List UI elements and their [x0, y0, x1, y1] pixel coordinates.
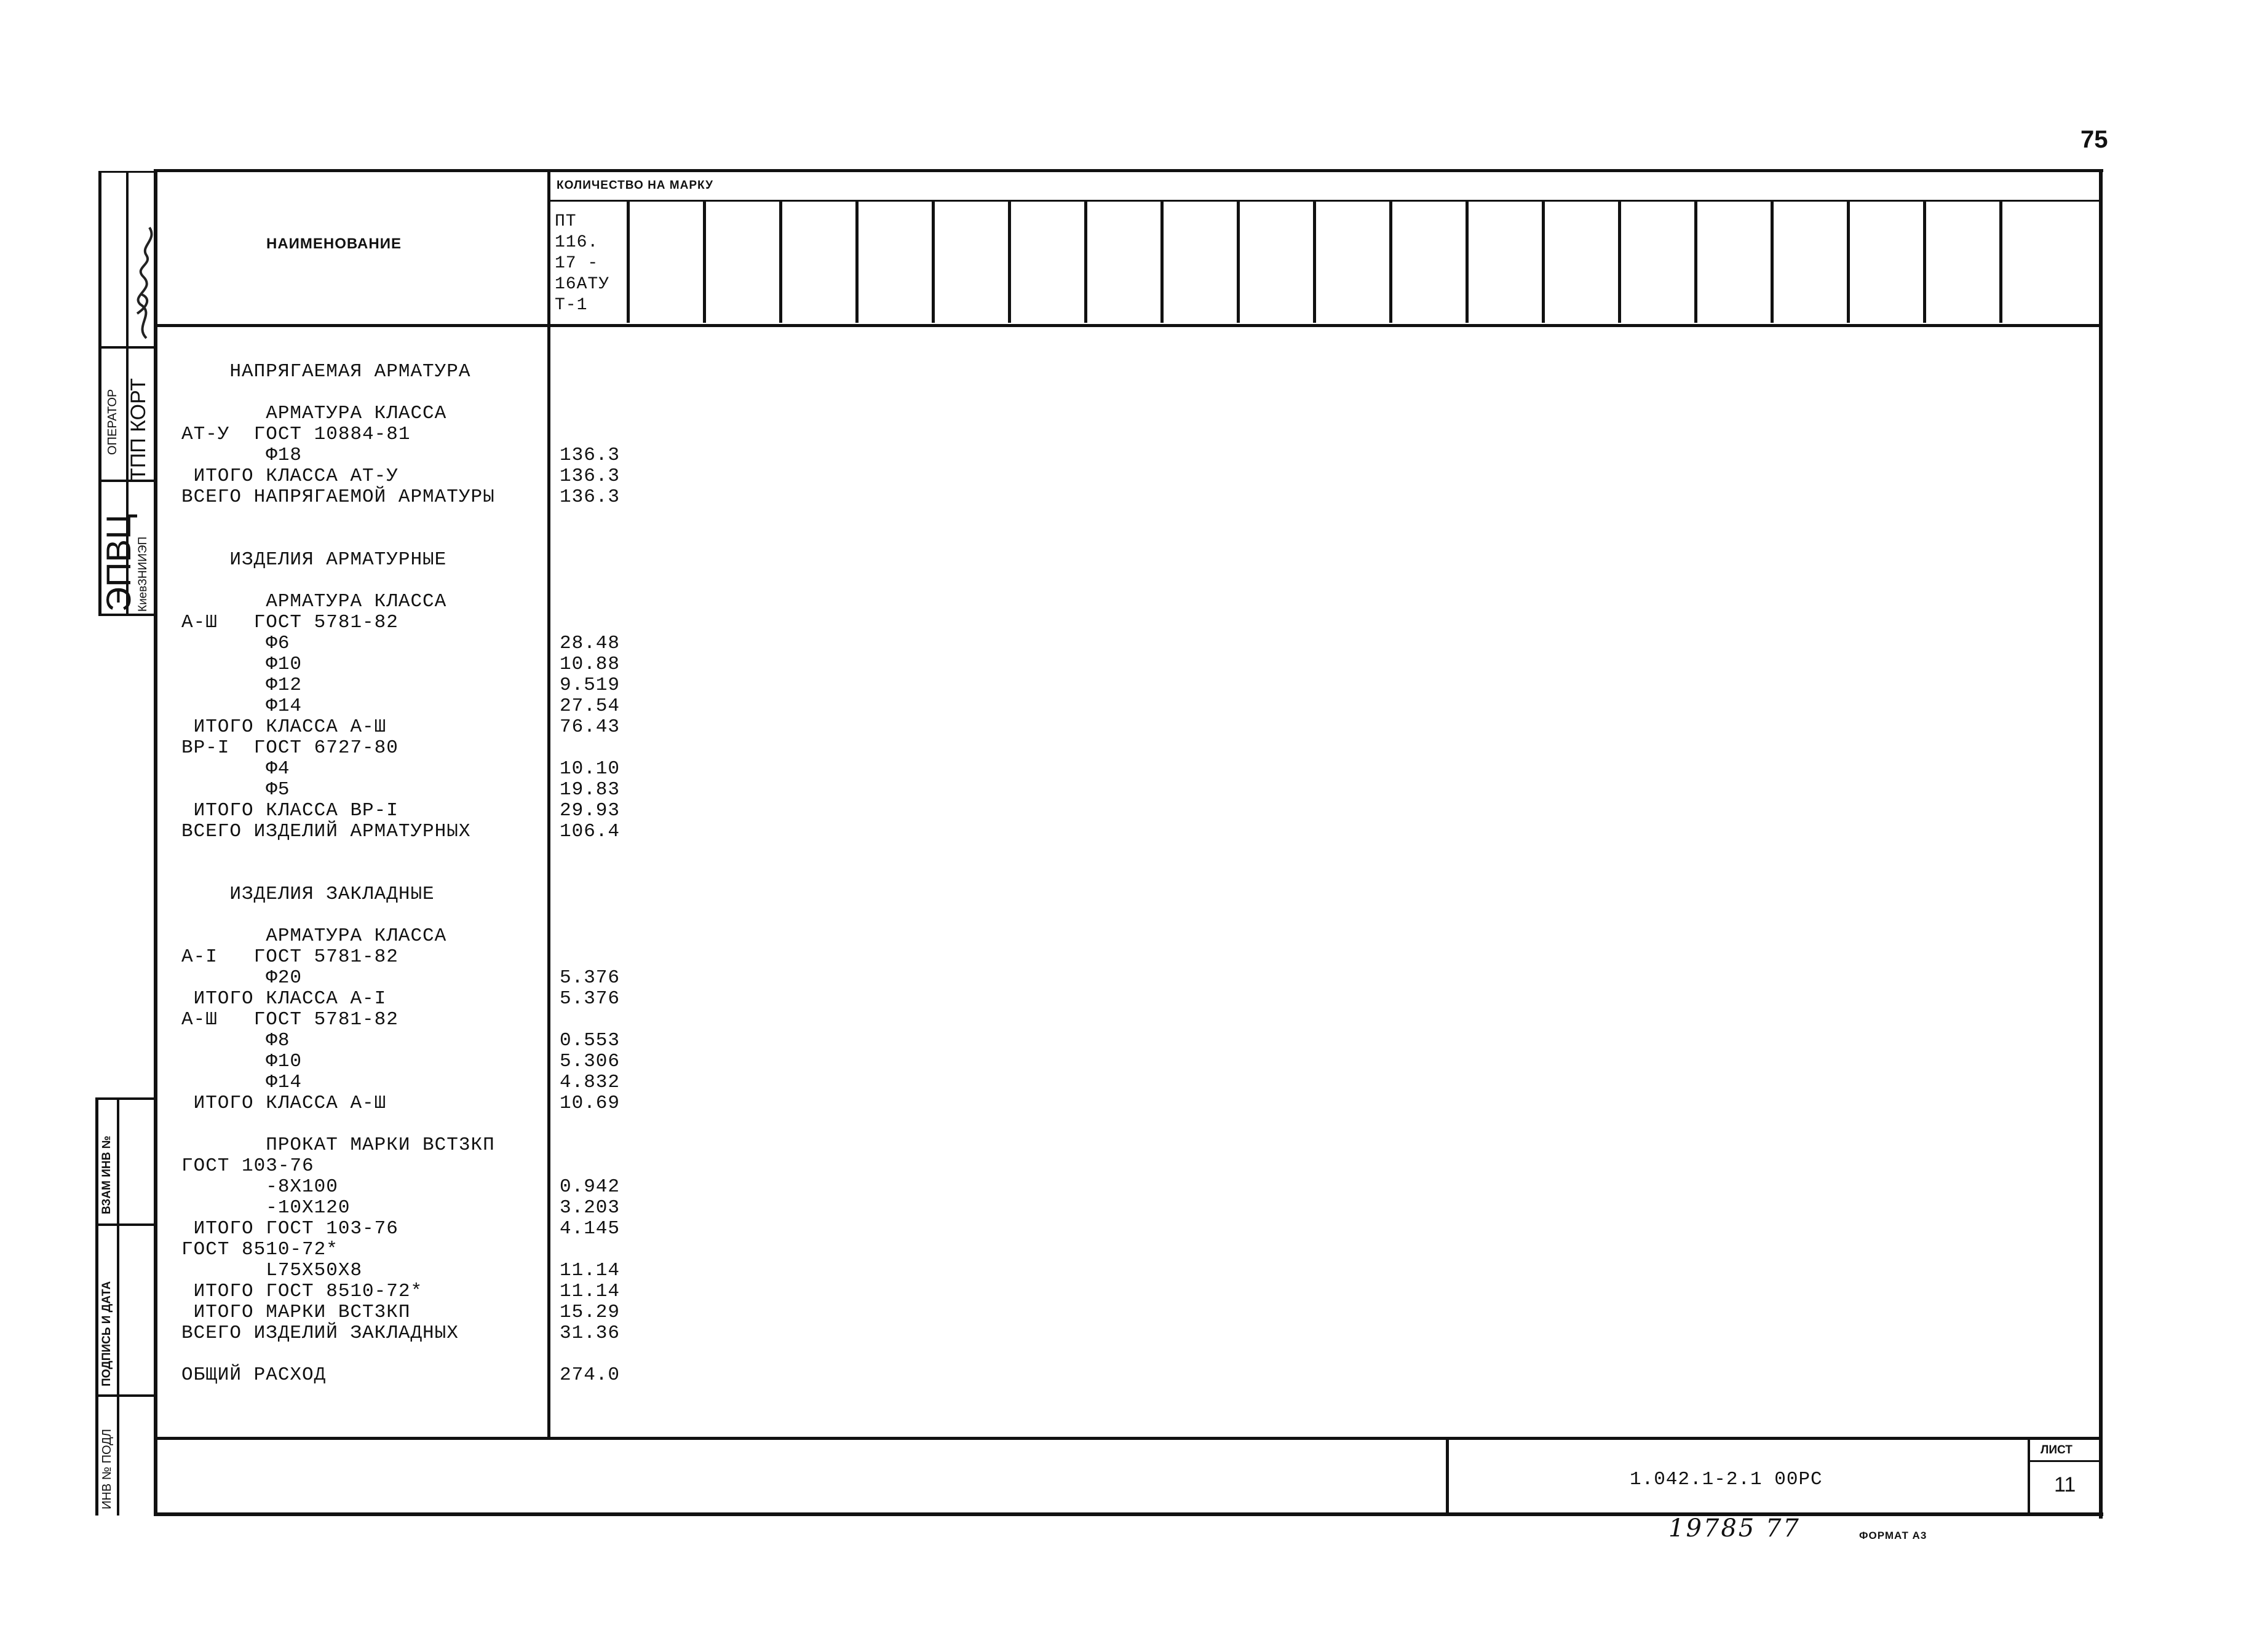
- row-name: ВСЕГО ИЗДЕЛИЙ ЗАКЛАДНЫХ: [181, 1322, 459, 1344]
- frame-top: [155, 169, 2103, 172]
- row-value: 29.93: [560, 800, 621, 821]
- frame-left: [154, 169, 157, 1516]
- sheet-box-left: [2028, 1437, 2030, 1515]
- row-name: ИТОГО ГОСТ 8510-72*: [181, 1281, 423, 1302]
- row-name: -8Х100: [181, 1176, 338, 1198]
- row-value: 4.832: [560, 1072, 621, 1093]
- mark-code: [555, 211, 609, 316]
- row-value: 274.0: [560, 1364, 621, 1386]
- name-column-header: НАИМЕНОВАНИЕ: [266, 235, 402, 252]
- mark-col-divider: [1694, 201, 1697, 323]
- row-name: ИТОГО ГОСТ 103-76: [181, 1218, 399, 1239]
- row-value: 4.145: [560, 1218, 621, 1239]
- row-name: -10Х120: [181, 1197, 351, 1219]
- mark-col-divider: [1389, 201, 1392, 323]
- row-value: 5.376: [560, 988, 621, 1010]
- mark-col-divider: [1313, 201, 1316, 323]
- row-name: ПРОКАТ МАРКИ ВСТ3КП: [181, 1134, 495, 1156]
- row-value: 19.83: [560, 779, 621, 800]
- row-name: Ф10: [181, 654, 303, 675]
- mark-code-line: Т-1: [555, 296, 588, 315]
- row-value: 11.14: [560, 1260, 621, 1281]
- row-name: Ф14: [181, 695, 303, 717]
- stamp-vzam-inv: ВЗАМ ИНВ №: [100, 1136, 113, 1214]
- row-value: 5.376: [560, 967, 621, 989]
- row-name: Ф14: [181, 1072, 303, 1093]
- row-name: А-I ГОСТ 5781-82: [181, 946, 399, 968]
- row-name: Ф18: [181, 445, 303, 466]
- row-name: ИЗДЕЛИЯ ЗАКЛАДНЫЕ: [181, 883, 435, 905]
- mark-code-line: ПТ: [555, 212, 577, 231]
- document-code: 1.042.1-2.1 00РС: [1630, 1469, 1823, 1490]
- row-name: ИЗДЕЛИЯ АРМАТУРНЫЕ: [181, 549, 447, 571]
- row-name: А-Ш ГОСТ 5781-82: [181, 612, 399, 633]
- sheet-number: 11: [2054, 1473, 2076, 1496]
- mark-col-divider: [1923, 201, 1926, 323]
- mark-col-divider: [627, 201, 630, 323]
- stamp2-sep-1: [95, 1223, 157, 1226]
- stamp-org-sub: КиевЗНИИЭП: [137, 536, 149, 612]
- row-name: АРМАТУРА КЛАССА: [181, 403, 447, 424]
- row-value: 9.519: [560, 674, 621, 696]
- row-name: Ф12: [181, 674, 303, 696]
- row-name: НАПРЯГАЕМАЯ АРМАТУРА: [181, 361, 471, 382]
- row-value: 15.29: [560, 1302, 621, 1323]
- mark-col-divider: [855, 201, 859, 323]
- stamp-top: [98, 171, 157, 173]
- mark-col-divider: [1999, 201, 2002, 323]
- row-value: 31.36: [560, 1322, 621, 1344]
- row-name: АРМАТУРА КЛАССА: [181, 591, 447, 612]
- mark-col-divider: [703, 201, 706, 323]
- page-number: 75: [2081, 126, 2108, 153]
- frame-right: [2099, 169, 2103, 1519]
- row-value: 0.942: [560, 1176, 621, 1198]
- row-name: Ф8: [181, 1030, 290, 1051]
- mark-col-divider: [1466, 201, 1469, 323]
- stamp-podpis-data: ПОДПИСЬ И ДАТА: [100, 1281, 113, 1386]
- row-value: 10.10: [560, 758, 621, 780]
- stamp-tpp: ТПП КОРТ: [127, 378, 150, 481]
- mark-col-divider: [1847, 201, 1850, 323]
- row-value: 136.3: [560, 465, 621, 487]
- title-block-divider: [1446, 1437, 1449, 1515]
- row-value: 10.88: [560, 654, 621, 675]
- mark-col-divider: [1618, 201, 1621, 323]
- row-value: 3.203: [560, 1197, 621, 1219]
- row-name: А-Ш ГОСТ 5781-82: [181, 1009, 399, 1030]
- mark-col-divider: [932, 201, 935, 323]
- frame-bottom: [155, 1512, 2103, 1516]
- title-block-top-rule: [155, 1437, 2102, 1440]
- mark-col-divider: [1160, 201, 1164, 323]
- stamp2-top: [95, 1097, 157, 1100]
- row-name: ИТОГО КЛАССА АТ-У: [181, 465, 399, 487]
- row-name: Ф5: [181, 779, 290, 800]
- format-label: ФОРМАТ А3: [1859, 1530, 1927, 1541]
- name-column-divider: [547, 169, 550, 1440]
- row-name: Ф6: [181, 633, 290, 654]
- row-value: 11.14: [560, 1281, 621, 1302]
- row-value: 5.306: [560, 1051, 621, 1072]
- stamp-org: ЭПВЦ: [99, 513, 138, 612]
- row-name: Ф20: [181, 967, 303, 989]
- mark-code-line: 116.: [555, 233, 599, 252]
- row-name: ИТОГО МАРКИ ВСТ3КП: [181, 1302, 411, 1323]
- row-value: 0.553: [560, 1030, 621, 1051]
- row-name: ИТОГО КЛАССА А-I: [181, 988, 387, 1010]
- header-bottom-rule: [155, 324, 2102, 327]
- row-name: ВСЕГО НАПРЯГАЕМОЙ АРМАТУРЫ: [181, 486, 495, 508]
- row-name: L75Х50Х8: [181, 1260, 363, 1281]
- mark-col-divider: [779, 201, 782, 323]
- row-name: Ф10: [181, 1051, 303, 1072]
- stamp-sep-1: [98, 346, 157, 349]
- signature-scribble: [128, 221, 165, 344]
- row-name: ГОСТ 103-76: [181, 1155, 314, 1177]
- stamp-inv-podl: ИНВ № ПОДЛ: [100, 1429, 114, 1509]
- inventory-handwritten: 19785 77: [1668, 1514, 1801, 1543]
- row-value: 10.69: [560, 1093, 621, 1114]
- row-name: ВСЕГО ИЗДЕЛИЙ АРМАТУРНЫХ: [181, 821, 471, 842]
- sheet-box-mid: [2028, 1460, 2101, 1462]
- stamp2-inner-left: [117, 1097, 119, 1516]
- mark-col-divider: [1771, 201, 1774, 323]
- stamp-bottom: [98, 614, 157, 616]
- row-value: 106.4: [560, 821, 621, 842]
- stamp-operator: ОПЕРАТОР: [106, 389, 119, 455]
- stamp2-outer-left: [95, 1097, 98, 1516]
- row-value: 28.48: [560, 633, 621, 654]
- row-name: АРМАТУРА КЛАССА: [181, 925, 447, 947]
- row-name: АТ-У ГОСТ 10884-81: [181, 424, 411, 445]
- row-value: 76.43: [560, 716, 621, 738]
- row-value: 136.3: [560, 486, 621, 508]
- row-name: ИТОГО КЛАССА А-Ш: [181, 716, 387, 738]
- sheet-label: ЛИСТ: [2041, 1444, 2073, 1456]
- row-name: Ф4: [181, 758, 290, 780]
- row-value: 27.54: [560, 695, 621, 717]
- stamp2-sep-2: [95, 1394, 157, 1397]
- mark-col-divider: [1542, 201, 1545, 323]
- row-name: ОБЩИЙ РАСХОД: [181, 1364, 327, 1386]
- row-name: ИТОГО КЛАССА ВР-I: [181, 800, 399, 821]
- qty-column-header: КОЛИЧЕСТВО НА МАРКУ: [557, 179, 713, 192]
- row-name: ИТОГО КЛАССА А-Ш: [181, 1093, 387, 1114]
- row-name: ГОСТ 8510-72*: [181, 1239, 338, 1260]
- mark-code-line: 16АТУ: [555, 275, 610, 294]
- mark-col-divider: [1084, 201, 1087, 323]
- mark-col-divider: [1008, 201, 1011, 323]
- mark-code-line: 17 -: [555, 254, 599, 273]
- row-name: ВР-I ГОСТ 6727-80: [181, 737, 399, 759]
- mark-col-divider: [1237, 201, 1240, 323]
- row-value: 136.3: [560, 445, 621, 466]
